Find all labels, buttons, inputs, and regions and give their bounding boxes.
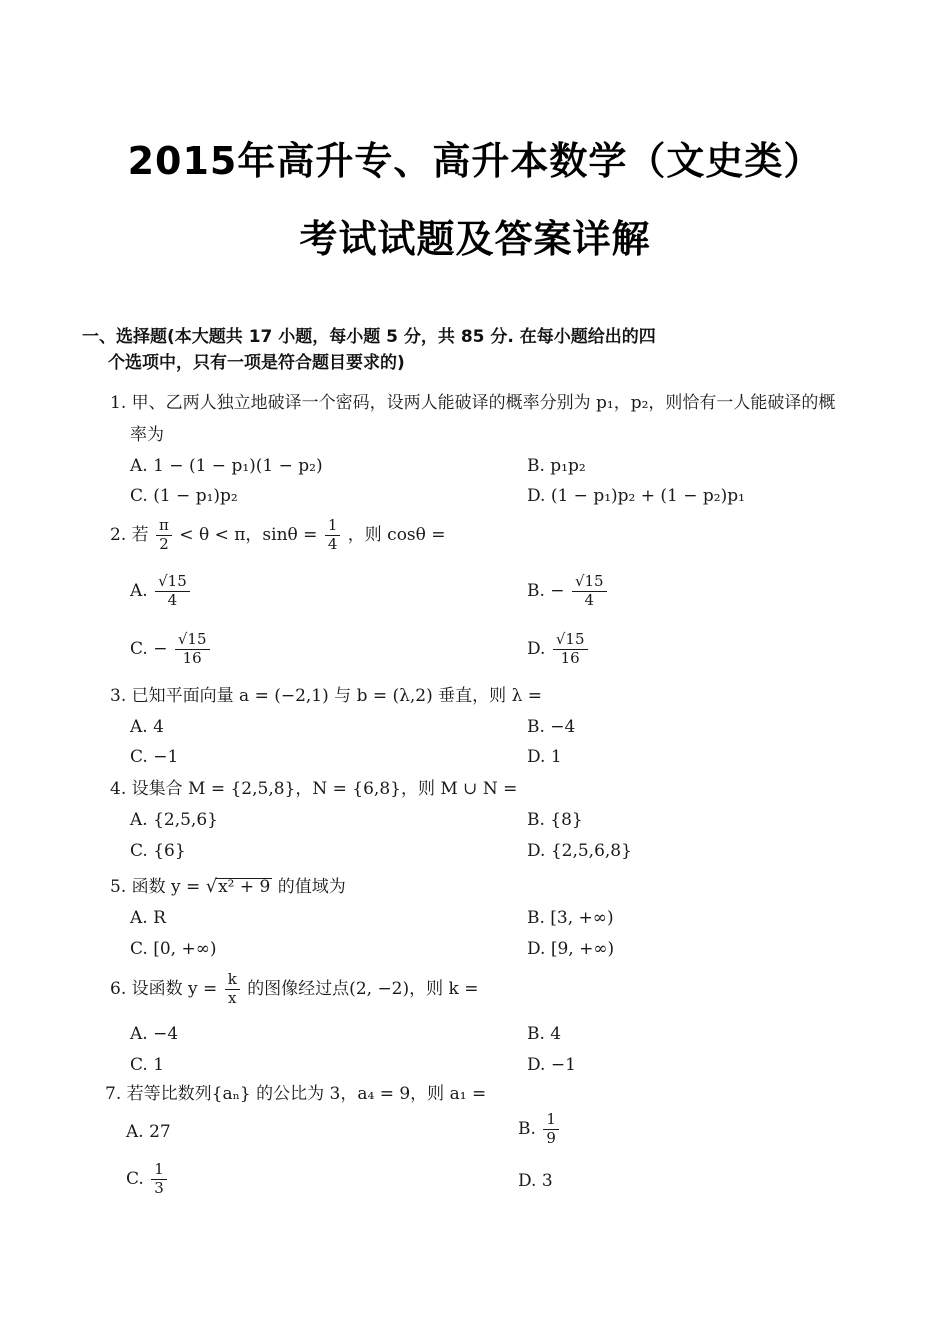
square-root bbox=[206, 878, 273, 896]
question-stem bbox=[110, 878, 346, 896]
fraction bbox=[225, 972, 240, 1007]
q5-post: 的值域为 bbox=[277, 877, 346, 897]
denominator: 16 bbox=[182, 648, 202, 667]
option-a: A. R bbox=[130, 908, 166, 928]
denominator: 4 bbox=[327, 534, 338, 553]
option-d: D. (1 − p₁)p₂ + (1 − p₂)p₁ bbox=[527, 486, 745, 506]
section-heading-line2: 个选项中，只有一项是符合题目要求的) bbox=[108, 353, 405, 373]
fraction bbox=[325, 518, 341, 553]
option-a: A. {2,5,6} bbox=[130, 810, 218, 830]
q5-pre: 5. 函数 y = bbox=[110, 877, 201, 897]
question-stem: 1. 甲、乙两人独立地破译一个密码，设两人能破译的概率分别为 p₁，p₂，则恰有一人能破译的概 bbox=[110, 393, 836, 413]
numerator: π bbox=[156, 518, 172, 536]
option-b bbox=[518, 1112, 561, 1147]
fraction bbox=[155, 574, 190, 609]
option-c: C. 1 bbox=[130, 1055, 165, 1075]
question-stem bbox=[110, 518, 446, 553]
option-b bbox=[527, 574, 609, 609]
option-label: B. bbox=[518, 1118, 536, 1139]
q2-mid: < θ < π，sinθ = bbox=[179, 524, 318, 545]
page-title: 2015年高升专、高升本数学（文史类） bbox=[127, 139, 823, 183]
denominator: 9 bbox=[546, 1128, 556, 1147]
option-c: C. −1 bbox=[130, 747, 179, 767]
question-stem: 4. 设集合 M = {2,5,8}，N = {6,8}，则 M ∪ N = bbox=[110, 779, 518, 799]
numerator: √15 bbox=[553, 632, 588, 650]
denominator: 2 bbox=[159, 534, 169, 553]
option-c: C. (1 − p₁)p₂ bbox=[130, 486, 238, 506]
option-label: B. − bbox=[527, 580, 565, 601]
fraction bbox=[151, 1162, 167, 1197]
option-b: B. p₁p₂ bbox=[527, 456, 586, 476]
page-subtitle: 考试试题及答案详解 bbox=[299, 217, 651, 261]
option-label: C. − bbox=[130, 638, 168, 659]
option-a: A. 27 bbox=[126, 1122, 171, 1142]
fraction bbox=[543, 1112, 559, 1147]
denominator: 16 bbox=[560, 648, 580, 667]
fraction bbox=[156, 518, 172, 553]
option-d: D. −1 bbox=[527, 1055, 576, 1075]
section-heading-line1: 一、选择题(本大题共 17 小题，每小题 5 分，共 85 分. 在每小题给出的四 bbox=[82, 327, 656, 347]
option-d: D. {2,5,6,8} bbox=[527, 841, 632, 861]
radicand: x² + 9 bbox=[218, 877, 271, 897]
denominator: 4 bbox=[167, 590, 178, 609]
numerator: √15 bbox=[175, 632, 210, 650]
option-a: A. 4 bbox=[130, 717, 164, 737]
option-c: C. [0, +∞) bbox=[130, 939, 217, 959]
fraction bbox=[553, 632, 588, 667]
option-d bbox=[527, 632, 590, 667]
q6-pre: 6. 设函数 y = bbox=[110, 978, 218, 999]
option-c bbox=[130, 632, 212, 667]
option-d: D. 1 bbox=[527, 747, 562, 767]
numerator: √15 bbox=[572, 574, 607, 592]
denominator: 4 bbox=[584, 590, 595, 609]
q2-end: ，则 cosθ = bbox=[347, 524, 446, 545]
option-a: A. −4 bbox=[130, 1024, 179, 1044]
denominator: x bbox=[228, 988, 237, 1007]
question-stem: 7. 若等比数列{aₙ} 的公比为 3，a₄ = 9，则 a₁ = bbox=[105, 1084, 487, 1104]
fraction bbox=[175, 632, 210, 667]
question-stem-cont: 率为 bbox=[130, 425, 164, 445]
option-a bbox=[130, 574, 192, 609]
numerator: √15 bbox=[155, 574, 190, 592]
radical-sign: √ bbox=[205, 876, 218, 897]
question-stem bbox=[110, 972, 479, 1007]
numerator: 1 bbox=[543, 1112, 559, 1130]
numerator: k bbox=[225, 972, 240, 990]
question-stem: 3. 已知平面向量 a = (−2,1) 与 b = (λ,2) 垂直，则 λ = bbox=[110, 686, 542, 706]
numerator: 1 bbox=[151, 1162, 167, 1180]
option-label: A. bbox=[130, 580, 148, 601]
option-b: B. {8} bbox=[527, 810, 583, 830]
option-c bbox=[126, 1162, 169, 1197]
option-a: A. 1 − (1 − p₁)(1 − p₂) bbox=[130, 456, 323, 476]
option-label: D. bbox=[527, 638, 546, 659]
option-label: C. bbox=[126, 1168, 144, 1189]
numerator: 1 bbox=[325, 518, 341, 536]
fraction bbox=[572, 574, 607, 609]
option-d: D. 3 bbox=[518, 1171, 553, 1191]
option-b: B. [3, +∞) bbox=[527, 908, 614, 928]
option-b: B. −4 bbox=[527, 717, 576, 737]
option-c: C. {6} bbox=[130, 841, 186, 861]
q6-post: 的图像经过点(2, −2)，则 k = bbox=[247, 978, 479, 999]
q2-num: 2. 若 bbox=[110, 524, 149, 545]
option-b: B. 4 bbox=[527, 1024, 562, 1044]
denominator: 3 bbox=[154, 1178, 164, 1197]
option-d: D. [9, +∞) bbox=[527, 939, 615, 959]
